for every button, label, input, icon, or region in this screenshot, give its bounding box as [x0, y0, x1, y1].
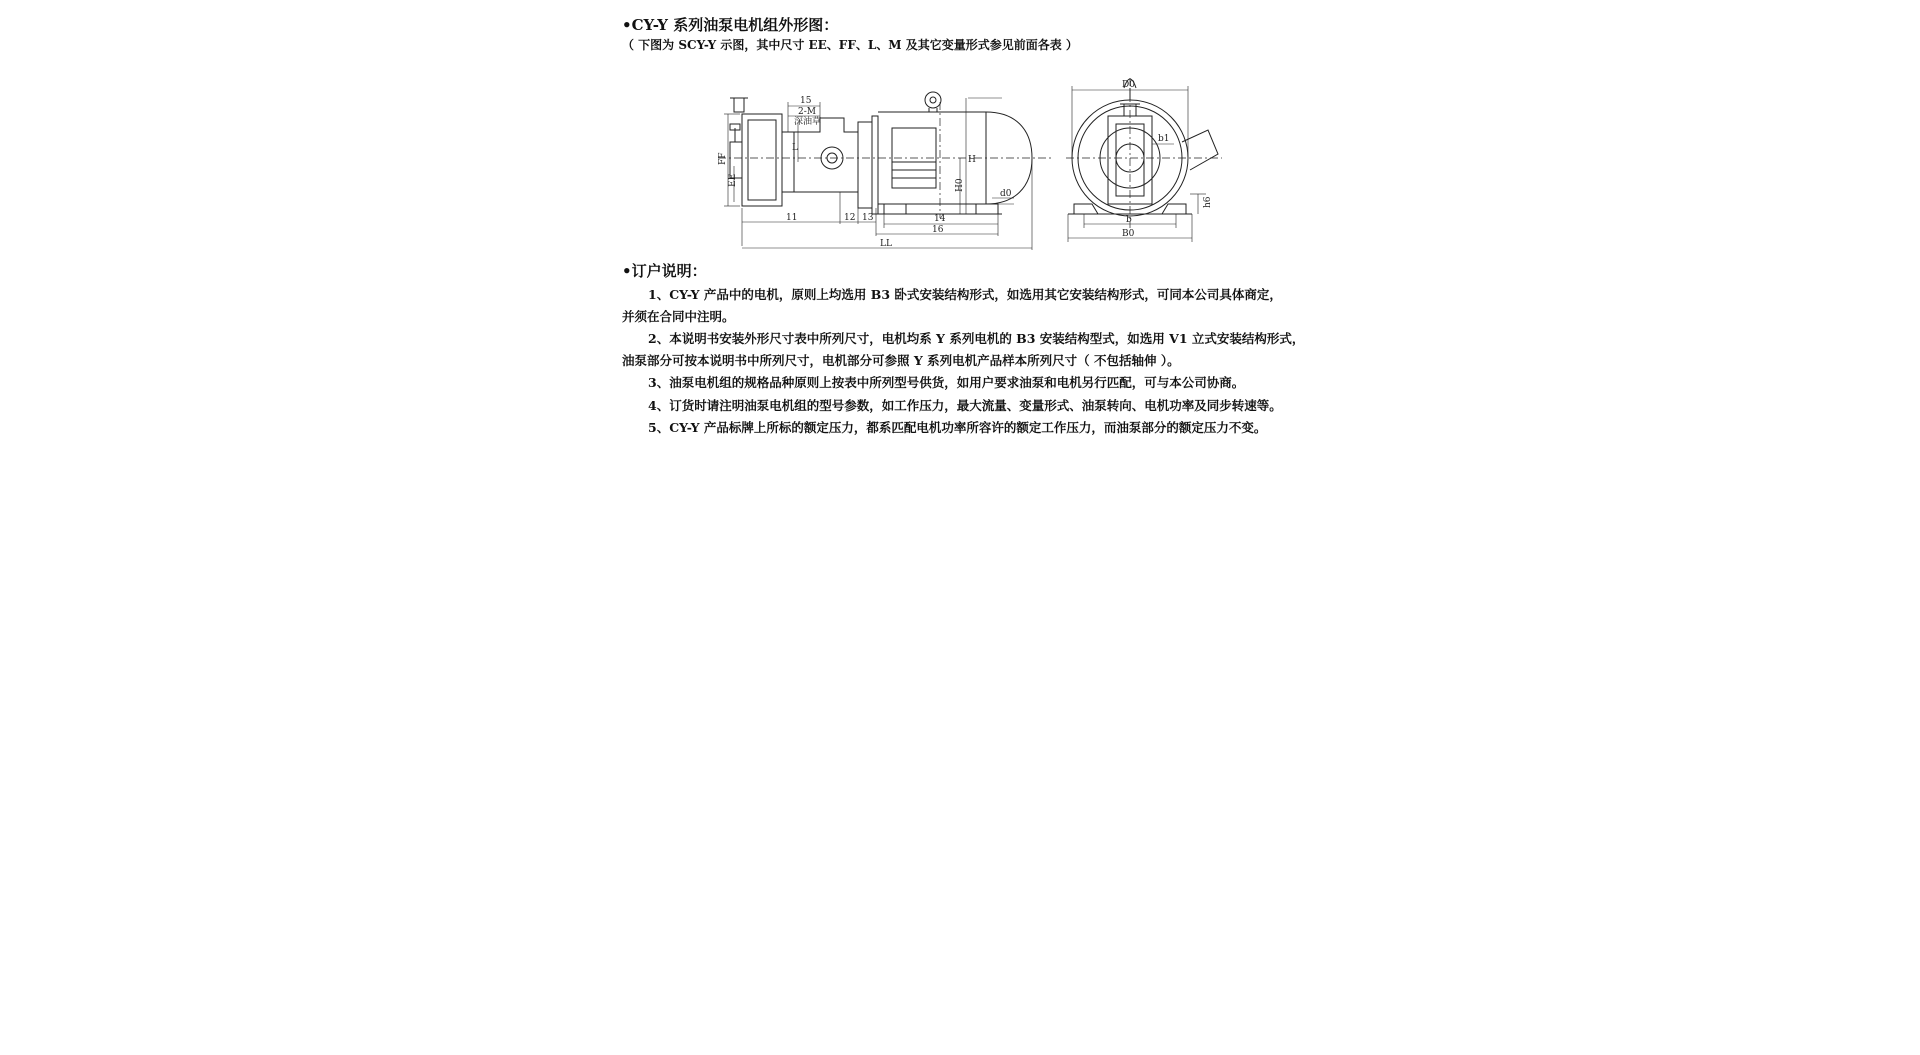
order-note-4: 4、订货时请注明油泵电机组的型号参数，如工作压力，最大流量、变量形式、油泵转向、电机功率及同步转速等。: [648, 397, 1282, 413]
pump-motor-outline-drawing: [622, 58, 1342, 258]
dim-ff: FF: [718, 152, 728, 165]
dim-b0: B0: [1122, 229, 1135, 239]
order-note-3: 3、油泵电机组的规格品种原则上按表中所列型号供货，如用户要求油泵和电机另行匹配，可与本公司协商。: [648, 375, 1245, 390]
dim-h0: H0: [955, 178, 965, 192]
dim-oil-groove: 深油草: [794, 117, 822, 127]
drawing-title: •CY-Y 系列油泵电机组外形图：: [622, 16, 839, 34]
dim-ll: LL: [880, 239, 892, 249]
dim-13: 13: [862, 213, 874, 223]
order-note-5: 5、CY-Y 产品标牌上所标的额定压力，都系匹配电机功率所容许的额定工作压力，而油泵部分的额定压力不变。: [648, 420, 1267, 435]
order-note-1: 1、CY-Y 产品中的电机，原则上均选用 B3 卧式安装结构形式，如选用其它安装结构形式，可同本公司具体商定， 并须在合同中注明。: [622, 287, 1282, 324]
dim-d0-diameter: D0: [1122, 80, 1135, 90]
dim-2m: 2-M: [798, 107, 816, 117]
dim-11: 11: [786, 213, 798, 223]
dim-ee: EE: [728, 173, 738, 187]
drawing-subtitle: （ 下图为 SCY-Y 示图，其中尺寸 EE、FF、L、M 及其它变量形式参见前面各表 ）: [622, 38, 1078, 52]
order-note-2: 2、本说明书安装外形尺寸表中所列尺寸，电机均系 Y 系列电机的 B3 安装结构型式，如选用 V1 立式安装结构形式， 油泵部分可按本说明书中所列尺寸，电机部分可参照 Y 系列电机产品样本所列尺寸（ 不包括轴伸 ）。: [622, 331, 1305, 368]
dim-b1: b1: [1158, 134, 1170, 144]
dim-d0: d0: [1000, 189, 1012, 199]
dim-l: L: [792, 143, 798, 153]
dim-14: 14: [934, 214, 946, 224]
technical-drawing-svg: [622, 58, 1342, 258]
end-view-dimensions: [1068, 86, 1206, 242]
dim-h: H: [968, 155, 976, 165]
dim-h6: h6: [1203, 196, 1213, 208]
order-notes-heading: •订户说明：: [622, 262, 707, 280]
dim-16: 16: [932, 225, 944, 235]
dim-b: b: [1126, 215, 1132, 225]
document-page: [622, 14, 1342, 440]
dimension-labels: [718, 80, 1213, 249]
dim-12: 12: [844, 213, 856, 223]
order-notes-list: [622, 284, 1342, 439]
motor-end-view: [1068, 79, 1218, 216]
dim-15: 15: [800, 96, 812, 106]
